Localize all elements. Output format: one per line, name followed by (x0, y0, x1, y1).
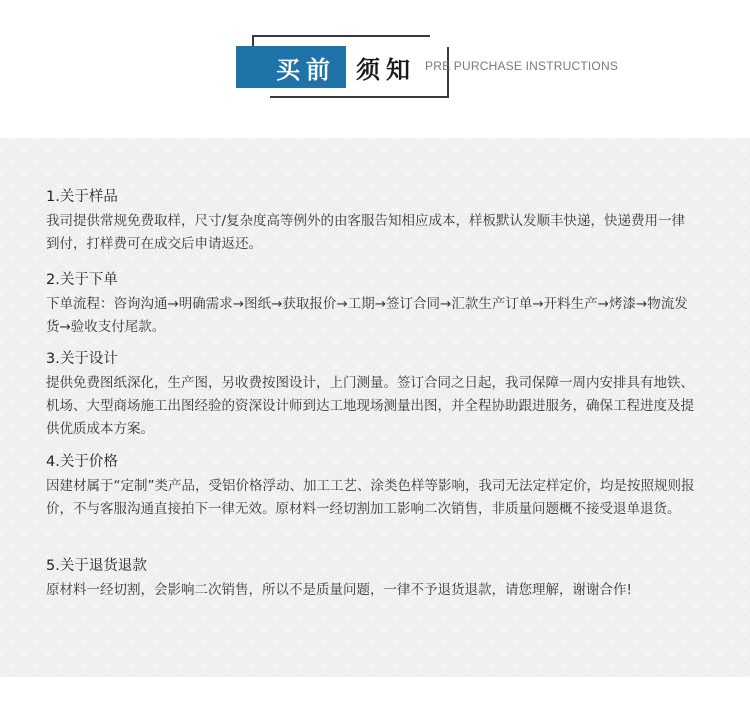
section-body: 我司提供常规免费取样，尺寸/复杂度高等例外的由客服告知相应成本，样板默认发顺丰快递，快递费用一律到付，打样费可在成交后申请返还。 (46, 213, 686, 252)
section-samples (46, 187, 696, 256)
section-body: 因建材属于“定制”类产品，受铝价格浮动、加工工艺、涂类色样等影响，我司无法定样定价，均是按照规则报价，不与客服沟通直接拍下一律无效。原材料一经切割加工影响二次销售，非质量问题概不接受退单退货。 (46, 478, 695, 517)
section-title: 5.关于退货退款 (46, 558, 147, 574)
header (0, 0, 750, 138)
section-title: 2.关于下单 (46, 272, 118, 288)
section-pricing (46, 452, 696, 521)
title-blue-block (236, 46, 346, 88)
section-title: 3.关于设计 (46, 351, 118, 367)
title-blue-text: 买前 (276, 55, 336, 84)
section-refunds (46, 556, 696, 602)
section-body: 提供免费图纸深化，生产图，另收费按图设计，上门测量。签订合同之日起，我司保障一周内安排具有地铁、机场、大型商场施工出图经验的资深设计师到达工地现场测量出图，并全程协助跟进服务，确保工程进度及提供优质成本方案。 (46, 375, 694, 437)
section-title: 1.关于样品 (46, 189, 118, 205)
section-ordering (46, 270, 696, 339)
bottom-spacer (0, 677, 750, 720)
section-body: 下单流程：咨询沟通→明确需求→图纸→获取报价→工期→签订合同→汇款生产订单→开料生产→烤漆→物流发货→验收支付尾款。 (46, 296, 688, 335)
instructions-panel (0, 138, 750, 677)
section-design (46, 349, 696, 441)
section-title: 4.关于价格 (46, 454, 118, 470)
title-black-text: 须知 (356, 55, 416, 84)
subtitle-english: PRE PURCHASE INSTRUCTIONS (425, 59, 619, 73)
section-body: 原材料一经切割，会影响二次销售，所以不是质量问题，一律不予退货退款，请您理解，谢谢合作! (46, 582, 632, 598)
